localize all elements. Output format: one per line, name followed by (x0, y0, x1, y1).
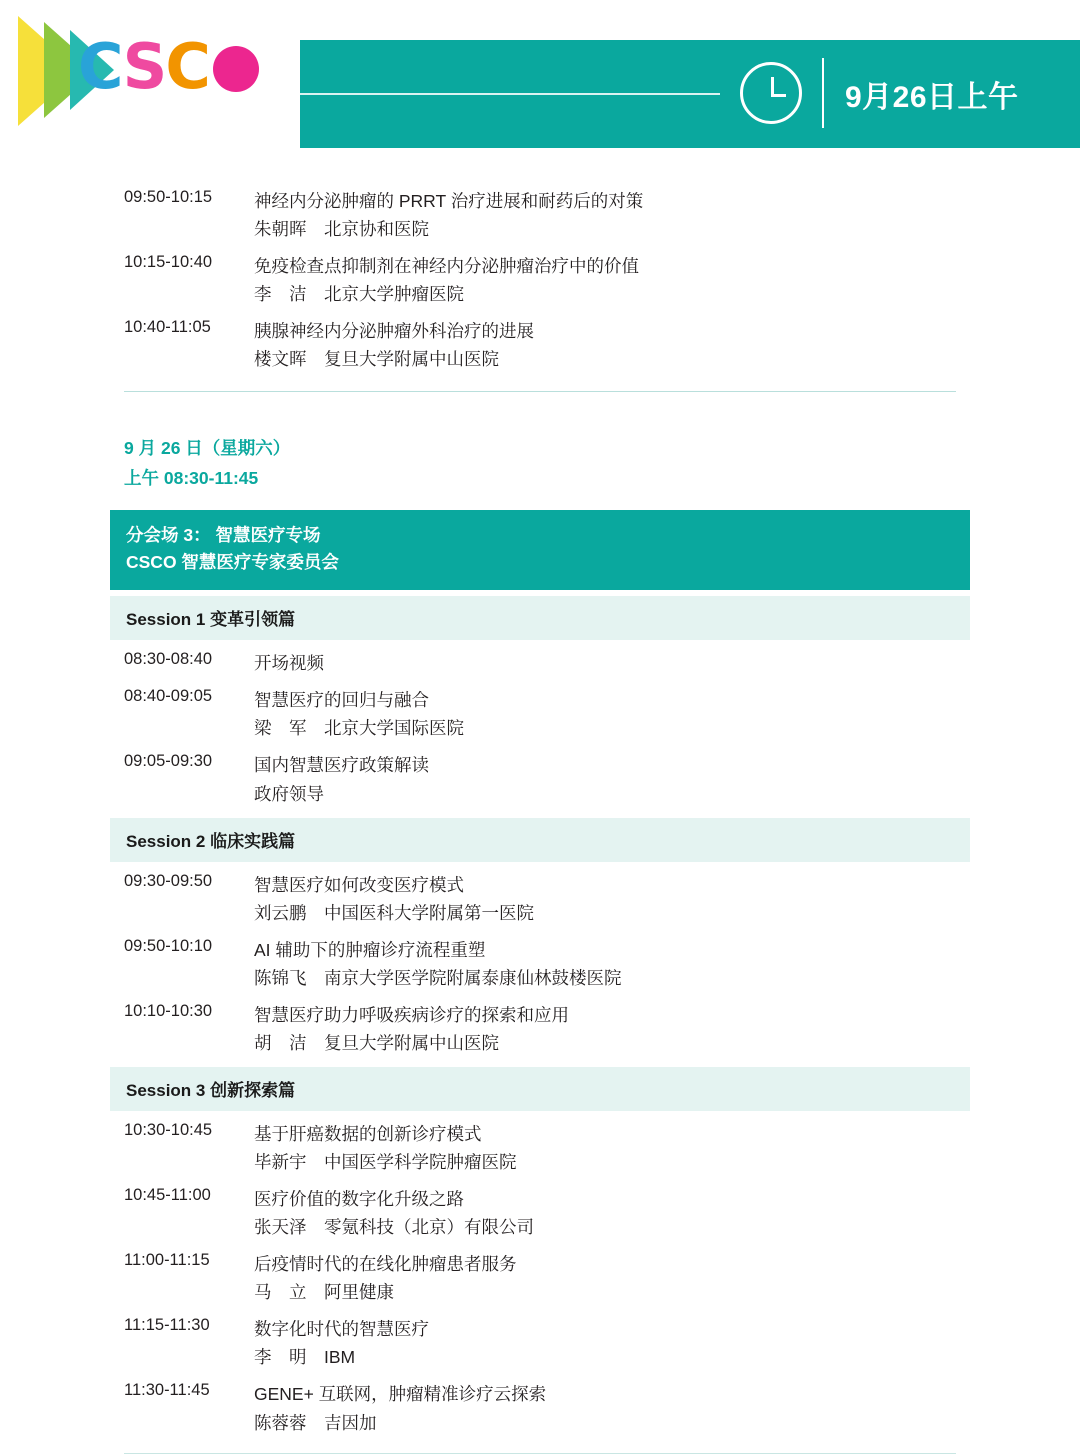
row-title: 智慧医疗如何改变医疗模式 (254, 874, 464, 895)
row-speaker: 政府领导 (254, 783, 324, 804)
row-title: 国内智慧医疗政策解读 (254, 755, 429, 776)
row-speaker: 朱朝晖 北京协和医院 (254, 219, 429, 240)
schedule-row (0, 644, 1080, 681)
schedule-row (0, 681, 1080, 746)
row-title: GENE+ 互联网，肿瘤精准诊疗云探索 (254, 1384, 547, 1405)
row-time: 11:15-11:30 (124, 1316, 210, 1335)
row-detail (254, 1186, 534, 1241)
row-time: 11:30-11:45 (124, 1381, 210, 1400)
row-speaker: 陈锦飞 南京大学医学院附属泰康仙林鼓楼医院 (254, 967, 622, 988)
date-block (124, 434, 1080, 494)
logo-letter-o (213, 46, 259, 92)
row-time: 09:50-10:15 (124, 188, 213, 206)
session-rows-1 (0, 644, 1080, 811)
session-heading-2: Session 2 临床实践篇 (110, 818, 970, 862)
row-speaker: 胡 洁 复旦大学附属中山医院 (254, 1032, 499, 1053)
row-detail (254, 318, 534, 373)
row-time: 09:05-09:30 (124, 752, 213, 771)
date-line-2: 上午 08:30-11:45 (124, 468, 259, 489)
row-detail (254, 752, 429, 807)
schedule-row (0, 996, 1080, 1061)
row-speaker: 李 洁 北京大学肿瘤医院 (254, 284, 464, 305)
row-title: 神经内分泌肿瘤的 PRRT 治疗进展和耐药后的对策 (254, 191, 644, 211)
schedule-row (0, 866, 1080, 931)
row-title: 开场视频 (254, 653, 324, 674)
row-speaker: 张天泽 零氪科技（北京）有限公司 (254, 1217, 534, 1238)
schedule-row (0, 1245, 1080, 1310)
row-speaker: 楼文晖 复旦大学附属中山医院 (254, 349, 499, 370)
page-content (0, 182, 1080, 1454)
row-speaker: 陈蓉蓉 吉因加 (254, 1412, 377, 1433)
row-title: 医疗价值的数字化升级之路 (254, 1189, 464, 1209)
row-detail (254, 253, 639, 308)
row-time: 08:40-09:05 (124, 687, 213, 706)
row-title: 胰腺神经内分泌肿瘤外科治疗的进展 (254, 321, 534, 342)
row-title: 智慧医疗助力呼吸疾病诊疗的探索和应用 (254, 1004, 569, 1025)
clock-top-stem-icon (756, 55, 786, 62)
row-time: 08:30-08:40 (124, 650, 213, 669)
row-title: 基于肝癌数据的创新诊疗模式 (254, 1123, 482, 1144)
logo-letter-s: S (122, 30, 166, 103)
logo-letter-c2: C (165, 30, 209, 103)
row-detail (254, 872, 534, 927)
session-heading-3: Session 3 创新探索篇 (110, 1067, 970, 1111)
row-detail (254, 650, 324, 677)
session-heading-1: Session 1 变革引领篇 (110, 596, 970, 640)
row-time: 10:45-11:00 (124, 1186, 211, 1204)
header-date-label: 9月26日上午 (845, 81, 1019, 114)
row-detail (254, 1002, 569, 1057)
row-title: 后疫情时代的在线化肿瘤患者服务 (254, 1254, 517, 1275)
schedule-row (0, 1180, 1080, 1245)
session-rows-3 (0, 1115, 1080, 1454)
row-speaker: 梁 军 北京大学国际医院 (254, 718, 464, 739)
row-time: 10:15-10:40 (124, 253, 213, 272)
row-time: 10:30-10:45 (124, 1120, 213, 1139)
schedule-row (0, 247, 1080, 312)
row-title: 智慧医疗的回归与融合 (254, 690, 429, 711)
row-time: 09:30-09:50 (124, 871, 213, 890)
schedule-row (0, 182, 1080, 247)
row-time: 09:50-10:10 (124, 936, 213, 955)
schedule-row (0, 1115, 1080, 1180)
row-detail (254, 1381, 546, 1436)
row-detail (254, 1121, 517, 1176)
row-time: 10:40-11:05 (124, 318, 211, 337)
section-divider (124, 391, 956, 392)
row-detail (254, 1251, 517, 1306)
row-detail (254, 937, 622, 992)
row-speaker: 马 立 阿里健康 (254, 1282, 394, 1303)
banner-line-1: 分会场 3： 智慧医疗专场 (126, 524, 321, 545)
row-time: 10:10-10:30 (124, 1001, 213, 1020)
session-rows-2 (0, 866, 1080, 1061)
header-divider (822, 58, 824, 128)
bottom-divider (124, 1453, 956, 1454)
row-time: 11:00-11:15 (124, 1251, 210, 1270)
schedule-row (0, 1375, 1080, 1440)
row-detail (254, 188, 643, 243)
date-line-1: 9 月 26 日（星期六） (124, 438, 291, 459)
schedule-row (0, 1310, 1080, 1375)
row-title: 数字化时代的智慧医疗 (254, 1319, 429, 1340)
row-detail (254, 687, 464, 742)
schedule-row (0, 312, 1080, 377)
row-detail (254, 1316, 429, 1371)
top-session-list (0, 182, 1080, 392)
schedule-row (0, 746, 1080, 811)
row-speaker: 李 明 IBM (254, 1347, 356, 1368)
row-title: AI 辅助下的肿瘤诊疗流程重塑 (254, 939, 486, 960)
row-speaker: 毕新宇 中国医学科学院肿瘤医院 (254, 1152, 517, 1172)
schedule-row (0, 931, 1080, 996)
logo-letter-c: C (78, 30, 123, 103)
page-header (0, 0, 1080, 148)
header-rule (290, 93, 720, 95)
csco-logo (78, 30, 259, 103)
banner-line-2: CSCO 智慧医疗专家委员会 (126, 552, 339, 572)
session-banner (110, 510, 970, 590)
row-title: 免疫检查点抑制剂在神经内分泌肿瘤治疗中的价值 (254, 256, 639, 277)
row-speaker: 刘云鹏 中国医科大学附属第一医院 (254, 902, 534, 923)
clock-icon (740, 62, 802, 124)
